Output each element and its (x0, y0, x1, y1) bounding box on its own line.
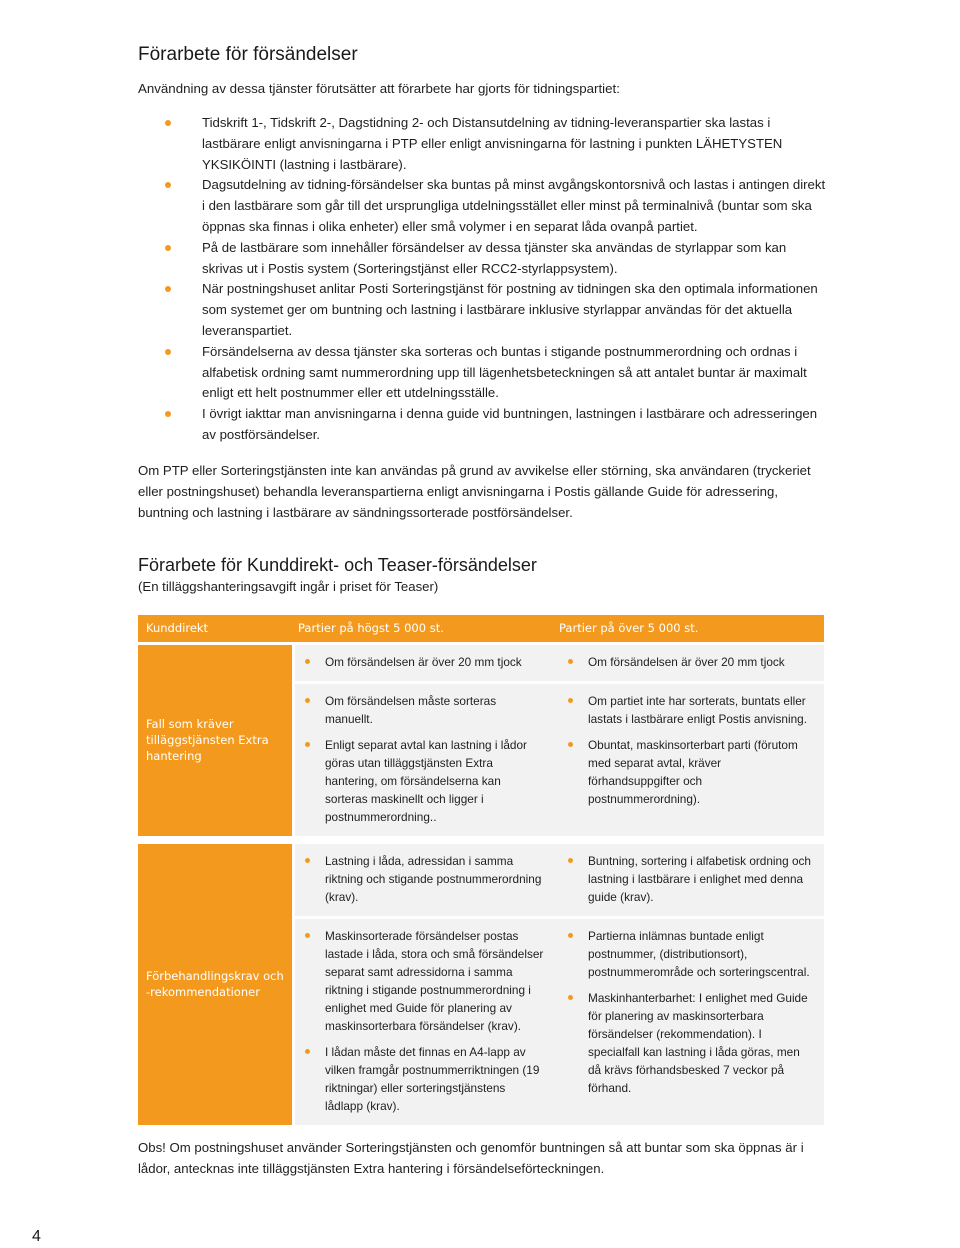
list-item: Om försändelsen är över 20 mm tjock (325, 653, 546, 671)
column-header-small-batches: Partier på högst 5 000 st. (298, 621, 444, 636)
list-item: Dagsutdelning av tidning-försändelser ska buntas på minst avgångskontorsnivå och lastas i antingen direkt i den lastbärare som går till det ursprungliga utdelningsstället eller minst på terminalnivå (buntar som ska öppnas ska finnas i olika enheter) eller små volymer i en separat låda ovanpå partiet. (202, 175, 828, 237)
list-item: Obuntat, maskinsorterbart parti (förutom med separat avtal, kräver förhandsuppgifter och postnummerordning). (588, 736, 814, 808)
note-text: Obs! Om postningshuset använder Sorteringstjänsten och genomför buntningen så att buntar som ska öppnas är i lådor, antecknas inte tilläggstjänsten Extra hantering i försändelseförteckningen. (138, 1139, 804, 1176)
section-subtitle: (En tilläggshanteringsavgift ingår i priset för Teaser) (138, 578, 439, 594)
table-row (295, 645, 824, 681)
intro-text: Användning av dessa tjänster förutsätter att förarbete har gjorts för tidningspartiet: (138, 81, 620, 96)
list-item: Försändelserna av dessa tjänster ska sorteras och buntas i stigande postnummerordning och ordnas i alfabetisk ordning samt nummerordning upp till lägenhetsbeteckningen så att antalet buntar är maximalt enligt ett helt postnummer eller ett utdelningsställe. (202, 342, 828, 404)
table-row-extra-handling (138, 645, 824, 836)
list-item: Buntning, sortering i alfabetisk ordning och lastning i lastbärare i enlighet med denna guide (krav). (588, 852, 814, 906)
list-item: Maskinsorterade försändelser postas lastade i låda, stora och små försändelser separat samt adressidorna i samma riktning i stigande postnummerordning i enlighet med Guide för planering av maskinsorterbara försändelser (krav). (325, 927, 546, 1035)
table-row-pretreatment (138, 844, 824, 1125)
column-header-large-batches: Partier på över 5 000 st. (559, 621, 699, 636)
list-item: Enligt separat avtal kan lastning i lådor göras utan tilläggstjänsten Extra hantering, om försändelserna kan sorteras maskinellt och ligger i postnummerordning.. (325, 736, 546, 826)
fallback-paragraph: Om PTP eller Sorteringstjänsten inte kan användas på grund av avvikelse eller störning, ska användaren (tryckeriet eller postningshuset) behandla leveranspartierna enligt anvisningarna i Postis gällande Guide för adressering, buntning och lastning i lastbärare av sändningssorterade postförsändelser. (138, 462, 811, 520)
list-item: När postningshuset anlitar Posti Sorteringstjänst för postning av tidningen ska den optimala informationen som systemet ger om buntning och lastning i lastbärare inklusive styrlappar användas för det aktuella leveranspartiet. (202, 279, 828, 341)
list-item: Om partiet inte har sorterats, buntats eller lastats i lastbärare enligt Postis anvisning. (588, 692, 814, 728)
list-item: I lådan måste det finnas en A4-lapp av vilken framgår postnummerriktningen (19 riktningar) eller sorteringstjänstens lådlapp (krav). (325, 1043, 546, 1115)
table-row (295, 844, 824, 916)
requirements-table (138, 615, 824, 1125)
list-item: Partierna inlämnas buntade enligt postnummer, (distributionsort), postnummerområde och sorteringscentral. (588, 927, 814, 981)
list-item: Lastning i låda, adressidan i samma riktning och stigande postnummerordning (krav). (325, 852, 546, 906)
list-item: Om försändelsen måste sorteras manuellt. (325, 692, 546, 728)
preparation-list (138, 113, 828, 446)
table-row (295, 684, 824, 836)
row-label-pretreatment: Förbehandlingskrav och -rekommendationer (138, 844, 292, 1125)
section-title: Förarbete för försändelser (138, 44, 358, 65)
table-row (295, 919, 824, 1125)
section-title-kunddirekt: Förarbete för Kunddirekt- och Teaser-försändelser (138, 554, 537, 575)
list-item: Maskinhanterbarhet: I enlighet med Guide för planering av maskinsorterbara försändelser (rekommendation). I specialfall kan lastning i låda göras, men då krävs förhandsbesked 7 veckor på förhand. (588, 989, 814, 1097)
table-header (138, 615, 824, 642)
page-content (138, 42, 828, 1179)
list-item: På de lastbärare som innehåller försändelser av dessa tjänster ska användas de styrlappar som kan skrivas ut i Postis system (Sorteringstjänst eller RCC2-styrlappsystem). (202, 238, 828, 280)
column-header-kunddirekt: Kunddirekt (146, 621, 209, 636)
row-label-extra-handling: Fall som kräver tilläggstjänsten Extra hantering (138, 645, 292, 836)
list-item: Om försändelsen är över 20 mm tjock (588, 653, 814, 671)
list-item: Tidskrift 1-, Tidskrift 2-, Dagstidning 2- och Distansutdelning av tidning-leveranspartier ska lastas i lastbärare enligt anvisningarna i PTP eller enligt anvisningarna för lastning i punkten LÄHETYSTEN YKSIKÖINTI (lastning i lastbärare). (202, 113, 828, 175)
list-item: I övrigt iakttar man anvisningarna i denna guide vid buntningen, lastningen i lastbärare och adresseringen av postförsändelser. (202, 404, 828, 446)
page-number: 4 (32, 1228, 41, 1245)
